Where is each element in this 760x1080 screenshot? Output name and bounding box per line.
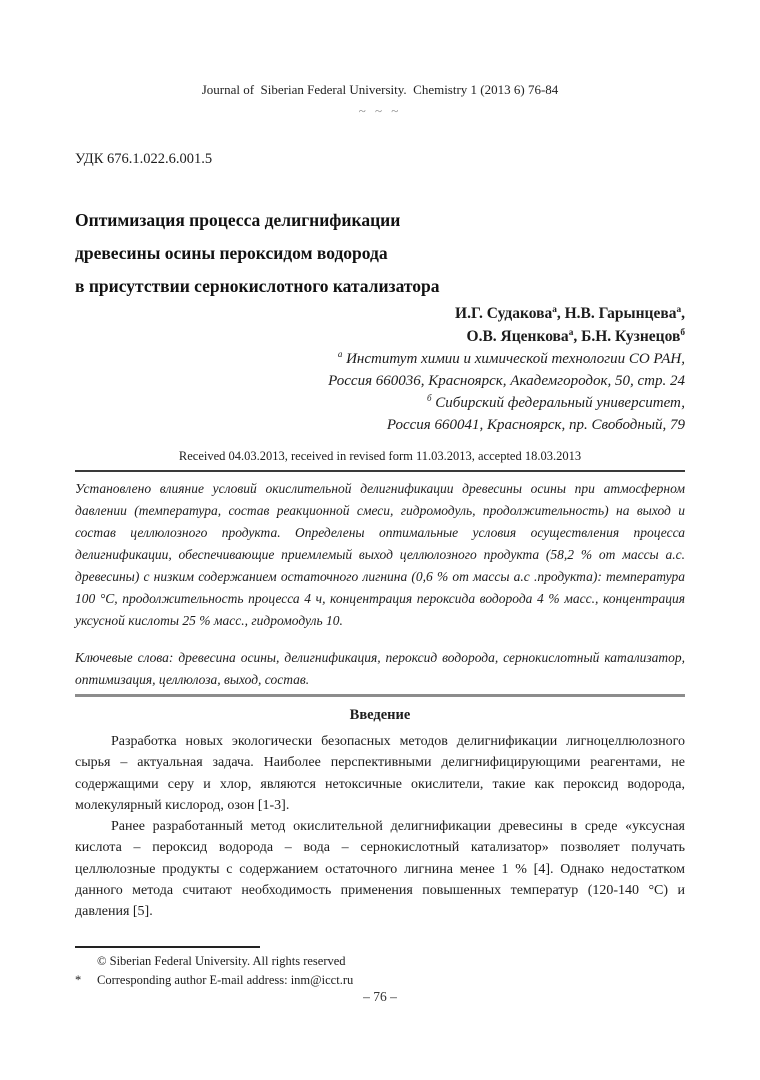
author-affiliation-superscript: а (676, 304, 682, 315)
footnote-asterisk: * (75, 973, 82, 987)
article-title (75, 204, 685, 303)
introduction-paragraphs (75, 731, 685, 923)
footnote-divider (75, 946, 260, 948)
article-title-line-1: Оптимизация процесса делигнификации (75, 209, 401, 230)
abstract-text: Установлено влияние условий окислительной делигнификации древесины осины при атмосферном давлении (температура, состав реакционной смеси, гидромодуль, продолжительность) на выход и состав целлюлозного продукта. Определены оптимальные условия осуществления процесса делигнификации, обеспечивающие приемлемый выход целлюлозного продукта (58,2 % от массы а.с. древесины) с низким содержанием остаточного лигнина (0,6 % от массы а.с .продукта): температура 100 °С, продолжительность процесса 4 ч, концентрация пероксида водорода 4 % масс., концентрация уксусной кислоты 25 % масс., гидромодуль 10. (75, 481, 685, 628)
affiliation-institution-line (75, 392, 685, 414)
copyright-line: © Siberian Federal University. All rights reserved (97, 954, 346, 968)
corresponding-author-line (75, 971, 685, 990)
received-dates-line: Received 04.03.2013, received in revised form 11.03.2013, accepted 18.03.2013 (178, 449, 582, 463)
authors-line-1 (75, 302, 685, 325)
authors-affiliations-block (75, 302, 685, 436)
introduction-section (75, 705, 685, 923)
tilde-separator: ~ ~ ~ (358, 103, 402, 118)
affiliation-institution: Институт химии и химической технологии СО РАН, (342, 351, 685, 367)
intro-paragraph-1: Разработка новых экологически безопасных методов делигнификации лигноцеллюлозного сырья – актуальная задача. Наиболее перспективными делигнифицирующими реагентами, не содержащими серу и хлор, являются нетоксичные окислители, такие как пероксид водорода, молекулярный кислород, озон [1-3]. (75, 734, 685, 813)
affiliation-institution: Сибирский федеральный университет, (431, 395, 685, 411)
journal-header-line: Journal of Siberian Federal University. Chemistry 1 (2013 6) 76-84 (201, 82, 559, 97)
authors-line-comma: , (681, 305, 685, 322)
affiliation-superscript: б (426, 393, 432, 403)
corresponding-author-text: Corresponding author E-mail address: inm@icct.ru (97, 973, 354, 987)
author-name: , Н.В. Гарынцева (556, 305, 677, 322)
intro-paragraph-2: Ранее разработанный метод окислительной делигнификации древесины в среде «уксусная кислота – пероксид водорода – вода – сернокислотный катализатор» позволяет получать целлюлозные продукты с содержанием остаточного лигнина менее 1 % [4]. Однако недостатком данного метода считают необходимость применения повышенных температур (120-140 °С) и давления [5]. (75, 819, 685, 920)
article-title-line-2: древесины осины пероксидом водорода (75, 242, 388, 263)
author-affiliation-superscript: а (552, 304, 557, 315)
authors-line-2 (75, 325, 685, 348)
abstract-block (75, 478, 685, 691)
page-number: – 76 – (363, 989, 397, 1004)
author-name: О.В. Яценкова (466, 328, 569, 345)
author-name: И.Г. Судакова (455, 305, 553, 322)
top-divider (75, 470, 685, 472)
author-name: , Б.Н. Кузнецов (573, 328, 681, 345)
author-affiliation-superscript: а (568, 327, 574, 338)
author-affiliation-superscript: б (680, 327, 685, 338)
affiliation-address-line: Россия 660036, Красноярск, Академгородок, 50, стр. 24 (328, 373, 685, 389)
article-title-line-3: в присутствии сернокислотного катализатора (75, 275, 440, 296)
keywords-divider (75, 694, 685, 697)
introduction-heading: Введение (349, 707, 411, 723)
affiliation-address-line: Россия 660041, Красноярск, пр. Свободный, 79 (386, 417, 685, 433)
affiliation-superscript: а (337, 349, 343, 359)
footnote-block (75, 946, 685, 990)
udk-code: УДК 676.1.022.6.001.5 (75, 151, 213, 167)
keywords-text: Ключевые слова: древесина осины, делигнификация, пероксид водорода, сернокислотный катализатор, оптимизация, целлюлоза, выход, состав. (75, 650, 685, 687)
affiliation-institution-line (75, 348, 685, 370)
